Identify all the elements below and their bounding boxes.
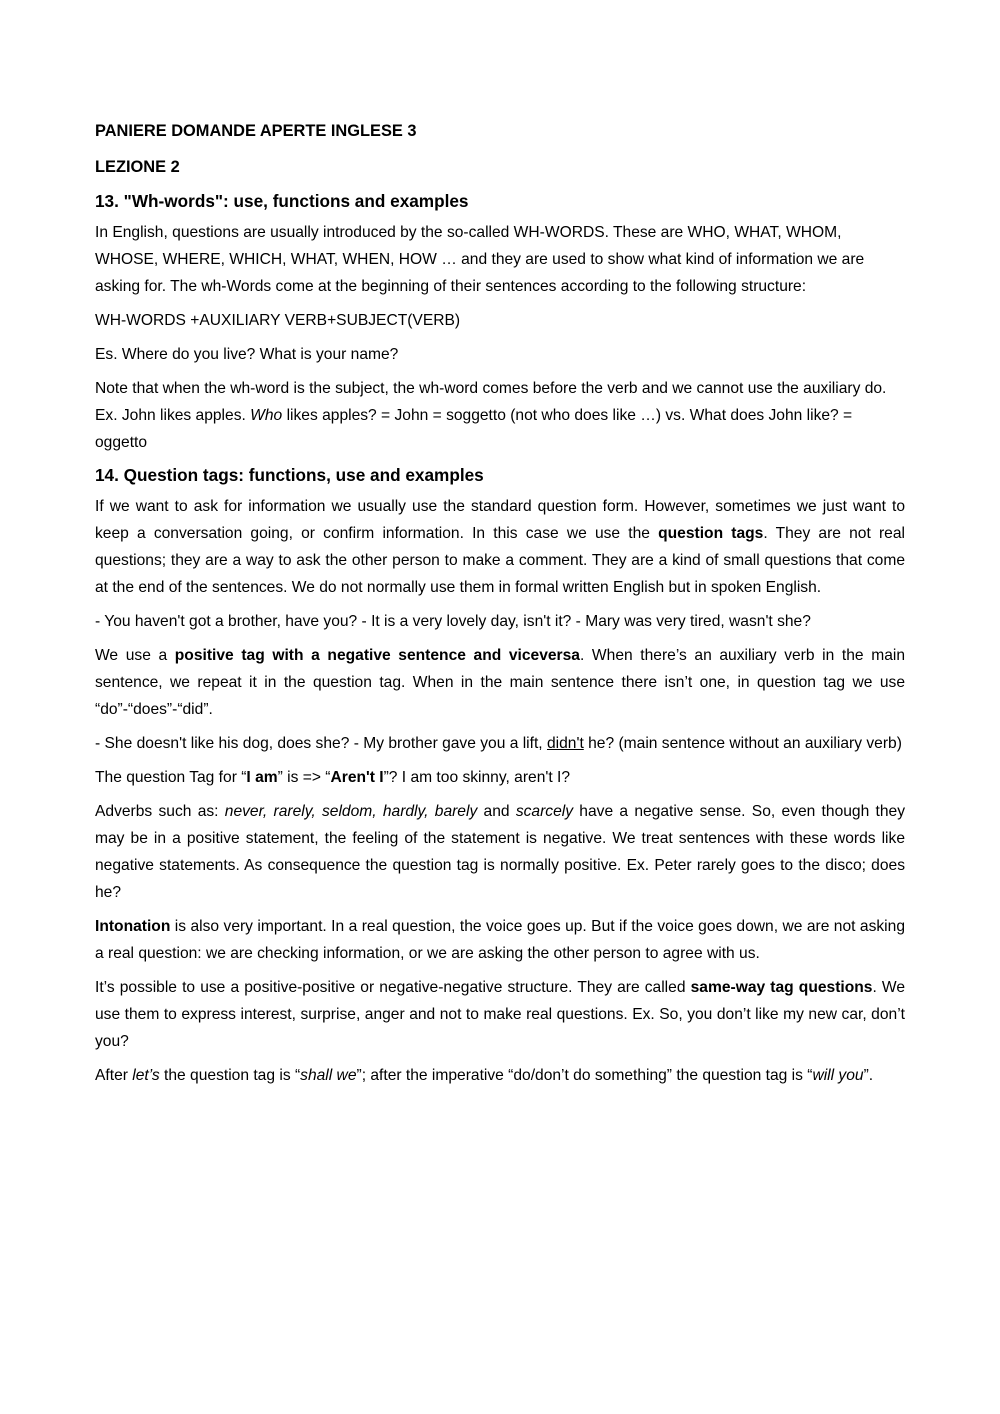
p1-text-b: . They are not real questions; they are a way to ask the other person to make a comment. They are a kind of small questions that come at the end of the sentences. We do not normally use them in formal written English but in spoken English. xyxy=(95,525,905,596)
p6-bold-same-way: same-way tag questions xyxy=(690,979,873,996)
p4-italic-scarcely: scarcely xyxy=(515,803,574,820)
question-14-paragraph-1 xyxy=(95,493,905,601)
question-14-examples-2 xyxy=(95,730,905,757)
p6-text-a: It’s possible to use a positive-positive or negative-negative structure. They are called xyxy=(95,979,691,996)
question-13-heading: 13. "Wh-words": use, functions and examples xyxy=(95,191,469,211)
p2-bold-rule: positive tag with a negative sentence and viceversa xyxy=(174,647,580,664)
note-text-b: likes apples? = John = soggetto (not who does like …) vs. What does John like? = oggetto xyxy=(95,407,853,451)
question-13-note xyxy=(95,375,905,456)
p4-italic-adverbs: never, rarely, seldom, hardly, barely xyxy=(224,803,478,820)
p4-text-b: and xyxy=(477,803,516,820)
lesson-heading: LEZIONE 2 xyxy=(95,158,180,176)
p7-italic-lets: let’s xyxy=(132,1067,160,1084)
question-13-example: Es. Where do you live? What is your name? xyxy=(95,346,399,363)
question-14-paragraph-4 xyxy=(95,798,905,906)
p6-text-b: . We use them to express interest, surprise, anger and not to make real questions. Ex. So, you don’t like my new car, don’t you? xyxy=(95,979,905,1050)
p7-italic-will-you: will you xyxy=(812,1067,864,1084)
ex2-underlined-didnt: didn't xyxy=(546,735,584,752)
p3-text-a: The question Tag for “ xyxy=(95,769,247,786)
p7-italic-shall-we: shall we xyxy=(300,1067,357,1084)
question-14-paragraph-6 xyxy=(95,974,905,1055)
p7-text-b: the question tag is “ xyxy=(159,1067,301,1084)
question-14-paragraph-2 xyxy=(95,642,905,723)
p2-text-b: . When there’s an auxiliary verb in the main sentence, we repeat it in the question tag. When in the main sentence there isn’t one, in question tag we use “do”-“does”-“did”. xyxy=(95,647,906,718)
question-13-section xyxy=(95,189,905,456)
p3-text-b: ” is => “ xyxy=(277,769,331,786)
document-title: PANIERE DOMANDE APERTE INGLESE 3 xyxy=(95,122,417,140)
p1-bold-question-tags: question tags xyxy=(658,525,764,542)
p7-text-c: ”; after the imperative “do/don’t do something” the question tag is “ xyxy=(356,1067,813,1084)
p3-bold-arent-i: Aren't I xyxy=(330,769,384,786)
p1-text-a: If we want to ask for information we usually use the standard question form. However, sometimes we just want to keep a conversation going, or confirm information. In this case we use the xyxy=(95,498,905,542)
question-13-structure: WH-WORDS +AUXILIARY VERB+SUBJECT(VERB) xyxy=(95,312,461,329)
note-italic-who: Who xyxy=(250,407,283,424)
p5-text-a: is also very important. In a real question, the voice goes up. But if the voice goes down, we are not asking a real question: we are checking information, or we are asking the other person to agree with us. xyxy=(95,918,905,962)
question-14-paragraph-5 xyxy=(95,913,905,967)
p2-text-a: We use a xyxy=(95,647,175,664)
question-14-paragraph-3 xyxy=(95,764,905,791)
p3-text-c: ”? I am too skinny, aren't I? xyxy=(383,769,571,786)
question-14-examples-1: - You haven't got a brother, have you? - It is a very lovely day, isn't it? - Mary was very tired, wasn't she? xyxy=(95,613,811,630)
question-14-section xyxy=(95,463,905,1089)
ex2-text-a: - She doesn't like his dog, does she? - My brother gave you a lift, xyxy=(95,735,547,752)
question-14-heading: 14. Question tags: functions, use and examples xyxy=(95,465,484,485)
note-text-a: Note that when the wh-word is the subject, the wh-word comes before the verb and we cannot use the auxiliary do. Ex. John likes apples. xyxy=(95,380,887,424)
p5-bold-intonation: Intonation xyxy=(95,918,171,935)
question-13-paragraph: In English, questions are usually introduced by the so-called WH-WORDS. These are WHO, WHAT, WHOM, WHOSE, WHERE, WHICH, WHAT, WHEN, HOW … and they are used to show what kind of information we are asking for. The wh-Words come at the beginning of their sentences according to the following structure: xyxy=(95,224,865,295)
p7-text-d: ”. xyxy=(863,1067,874,1084)
p7-text-a: After xyxy=(95,1067,133,1084)
p3-bold-i-am: I am xyxy=(246,769,278,786)
question-14-paragraph-7 xyxy=(95,1062,905,1089)
ex2-text-b: he? (main sentence without an auxiliary verb) xyxy=(583,735,902,752)
p4-text-a: Adverbs such as: xyxy=(95,803,225,820)
p4-text-c: have a negative sense. So, even though they may be in a positive statement, the feeling of the statement is negative. We treat sentences with these words like negative statements. As consequence the question tag is normally positive. Ex. Peter rarely goes to the disco; does he? xyxy=(95,803,906,901)
